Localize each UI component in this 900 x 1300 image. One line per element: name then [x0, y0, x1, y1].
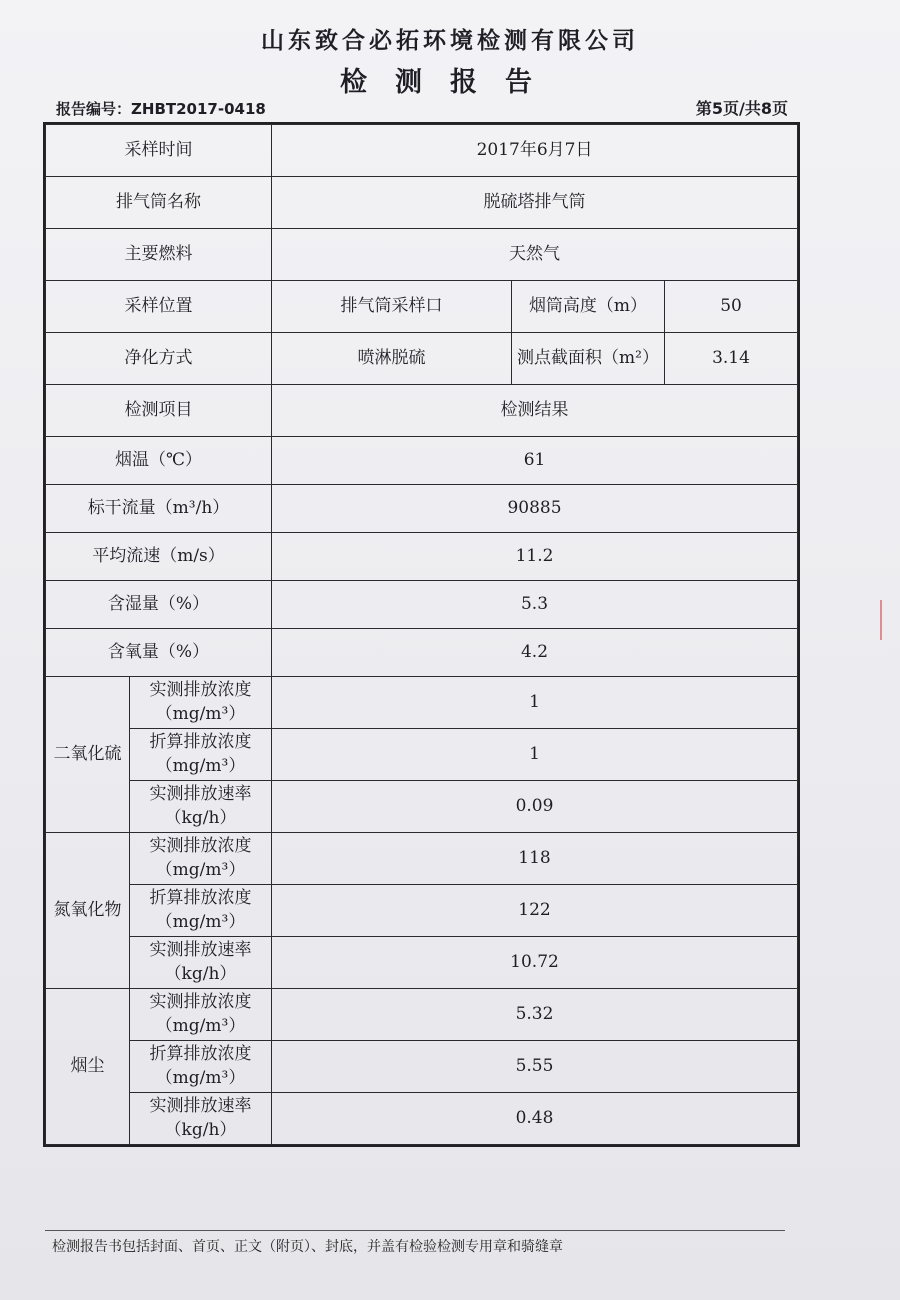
report-number-value: ZHBT2017-0418 — [131, 100, 266, 118]
value-flow: 90885 — [272, 485, 798, 533]
row-nox-rate — [46, 937, 798, 989]
label-area: 测点截面积（m²） — [512, 333, 665, 385]
label-flue-temp: 烟温（℃） — [46, 437, 272, 485]
footer-note: 检测报告书包括封面、首页、正文（附页）、封底，并盖有检验检测专用章和骑缝章 — [52, 1239, 563, 1255]
row-stack-name — [46, 177, 798, 229]
param-value: 5.32 — [272, 989, 798, 1041]
row-location — [46, 281, 798, 333]
seal-edge-mark — [880, 600, 900, 640]
param-label: 折算排放浓度 （mg/m³） — [130, 885, 272, 937]
value-oxygen: 4.2 — [272, 629, 798, 677]
label-fuel: 主要燃料 — [46, 229, 272, 281]
value-location: 排气筒采样口 — [272, 281, 512, 333]
param-value: 0.09 — [272, 781, 798, 833]
row-sampling-time — [46, 125, 798, 177]
row-flue-temp — [46, 437, 798, 485]
pollutant-nox: 氮氧化物 — [46, 833, 130, 989]
row-so2-measured-conc — [46, 677, 798, 729]
param-label: 实测排放速率 （kg/h） — [130, 1093, 272, 1145]
row-nox-converted-conc — [46, 885, 798, 937]
row-fuel — [46, 229, 798, 281]
report-table — [45, 124, 798, 1145]
row-so2-converted-conc — [46, 729, 798, 781]
footer-divider — [45, 1230, 785, 1231]
row-nox-measured-conc — [46, 833, 798, 885]
value-sampling-time: 2017年6月7日 — [272, 125, 798, 177]
page-info: 第5页/共8页 — [695, 99, 788, 118]
param-label: 实测排放速率 （kg/h） — [130, 781, 272, 833]
row-moisture — [46, 581, 798, 629]
value-flue-temp: 61 — [272, 437, 798, 485]
value-stack-height: 50 — [665, 281, 798, 333]
param-value: 10.72 — [272, 937, 798, 989]
row-flow — [46, 485, 798, 533]
label-oxygen: 含氧量（%） — [46, 629, 272, 677]
param-label: 折算排放浓度 （mg/m³） — [130, 729, 272, 781]
param-label: 实测排放浓度 （mg/m³） — [130, 989, 272, 1041]
label-flow: 标干流量（m³/h） — [46, 485, 272, 533]
param-value: 0.48 — [272, 1093, 798, 1145]
row-dust-measured-conc — [46, 989, 798, 1041]
label-stack-height: 烟筒高度（m） — [512, 281, 665, 333]
label-moisture: 含湿量（%） — [46, 581, 272, 629]
row-so2-rate — [46, 781, 798, 833]
param-value: 118 — [272, 833, 798, 885]
param-label: 实测排放速率 （kg/h） — [130, 937, 272, 989]
label-velocity: 平均流速（m/s） — [46, 533, 272, 581]
company-name: 山东致合必拓环境检测有限公司 — [261, 28, 639, 54]
row-results-header — [46, 385, 798, 437]
label-location: 采样位置 — [46, 281, 272, 333]
param-value: 1 — [272, 677, 798, 729]
report-number — [56, 98, 266, 119]
row-purification — [46, 333, 798, 385]
param-label: 实测排放浓度 （mg/m³） — [130, 677, 272, 729]
row-dust-converted-conc — [46, 1041, 798, 1093]
pollutant-dust: 烟尘 — [46, 989, 130, 1145]
param-value: 122 — [272, 885, 798, 937]
value-stack-name: 脱硫塔排气筒 — [272, 177, 798, 229]
row-dust-rate — [46, 1093, 798, 1145]
label-sampling-time: 采样时间 — [46, 125, 272, 177]
row-oxygen — [46, 629, 798, 677]
report-title: 检测报告 — [340, 67, 560, 98]
value-fuel: 天然气 — [272, 229, 798, 281]
label-stack-name: 排气筒名称 — [46, 177, 272, 229]
report-number-label: 报告编号： — [56, 100, 132, 118]
header-result: 检测结果 — [272, 385, 798, 437]
header-item: 检测项目 — [46, 385, 272, 437]
label-purification: 净化方式 — [46, 333, 272, 385]
param-label: 实测排放浓度 （mg/m³） — [130, 833, 272, 885]
param-value: 5.55 — [272, 1041, 798, 1093]
pollutant-so2: 二氧化硫 — [46, 677, 130, 833]
value-area: 3.14 — [665, 333, 798, 385]
param-label: 折算排放浓度 （mg/m³） — [130, 1041, 272, 1093]
value-moisture: 5.3 — [272, 581, 798, 629]
value-velocity: 11.2 — [272, 533, 798, 581]
param-value: 1 — [272, 729, 798, 781]
row-velocity — [46, 533, 798, 581]
value-purification: 喷淋脱硫 — [272, 333, 512, 385]
